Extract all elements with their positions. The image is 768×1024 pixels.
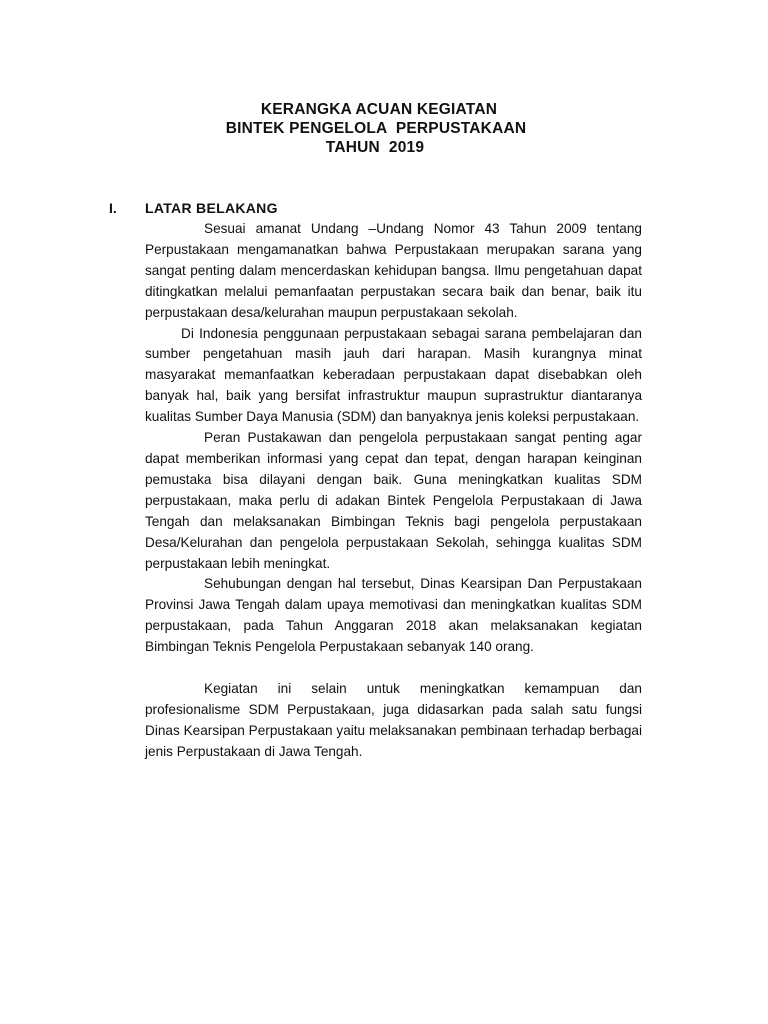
section-body: [145, 219, 642, 763]
title-line-3: TAHUN 2019: [325, 139, 425, 156]
paragraph-2: Di Indonesia penggunaan perpustakaan sebagai sarana pembelajaran dan sumber pengetahuan masih jauh dari harapan. Masih kurangnya minat masyarakat memanfaatkan keberadaan perpustakaan dapat disebabkan oleh banyak hal, baik yang bersifat infrastruktur maupun suprastruktur diantaranya kualitas Sumber Daya Manusia (SDM) dan banyaknya jenis koleksi perpustakaan.: [145, 325, 642, 425]
title-line-1: KERANGKA ACUAN KEGIATAN: [260, 101, 498, 118]
title-line-2: BINTEK PENGELOLA PERPUSTAKAAN: [225, 120, 527, 137]
paragraph-3: Peran Pustakawan dan pengelola perpustakaan sangat penting agar dapat memberikan informasi yang cepat dan tepat, dengan harapan keinginan pemustaka bisa dilayani dengan baik. Guna meningkatkan kualitas SDM perpustakaan, maka perlu di adakan Bintek Pengelola Perpustakaan di Jawa Tengah dan melaksanakan Bimbingan Teknis bagi pengelola perpustakaan Desa/Kelurahan dan pengelola perpustakaan Sekolah, sehingga kualitas SDM perpustakaan lebih meningkat.: [145, 430, 642, 571]
document-title: [0, 100, 768, 157]
paragraph-5: Kegiatan ini selain untuk meningkatkan kemampuan dan profesionalisme SDM Perpustakaan, juga didasarkan pada salah satu fungsi Dinas Kearsipan Perpustakaan yaitu melaksanakan pembinaan terhadap berbagai jenis Perpustakaan di Jawa Tengah.: [145, 680, 642, 759]
section-number: I.: [109, 200, 117, 216]
section-heading: LATAR BELAKANG: [145, 200, 278, 216]
paragraph-1: Sesuai amanat Undang –Undang Nomor 43 Tahun 2009 tentang Perpustakaan mengamanatkan bahwa Perpustakaan merupakan sarana yang sangat penting dalam mencerdaskan kehidupan bangsa. Ilmu pengetahuan dapat ditingkatkan melalui pemanfaatan perpustakan secara baik dan benar, baik itu perpustakaan desa/kelurahan maupun perpustakaan sekolah.: [145, 221, 642, 320]
paragraph-4: Sehubungan dengan hal tersebut, Dinas Kearsipan Dan Perpustakaan Provinsi Jawa Tengah dalam upaya memotivasi dan meningkatkan kualitas SDM perpustakaan, pada Tahun Anggaran 2018 akan melaksanakan kegiatan Bimbingan Teknis Pengelola Perpustakaan sebanyak 140 orang.: [145, 576, 642, 655]
